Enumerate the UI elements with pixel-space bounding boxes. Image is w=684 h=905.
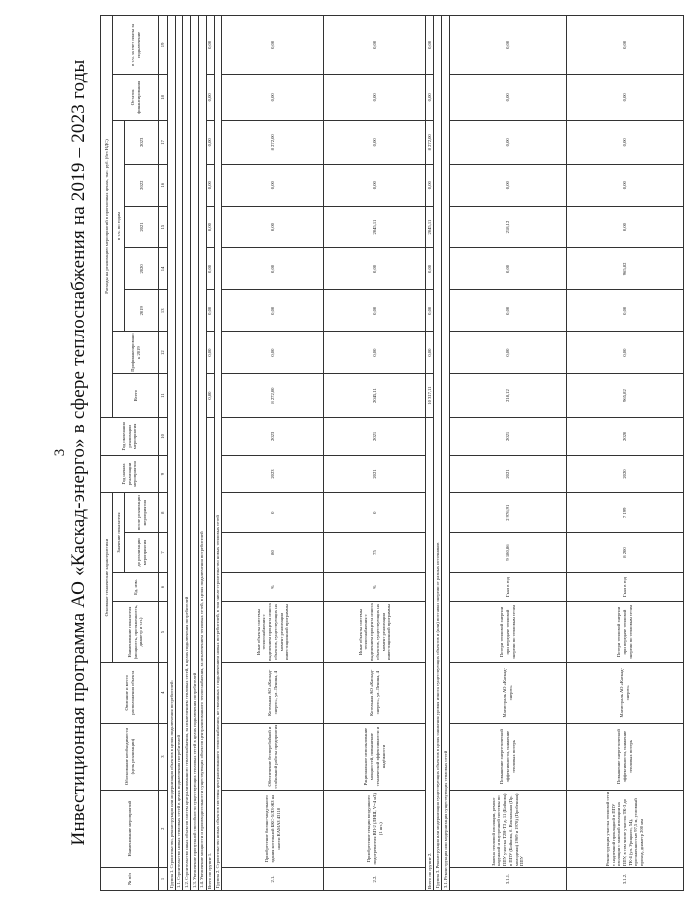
col-number: 16	[159, 164, 168, 206]
col-name-header: Наименование мероприятий	[101, 790, 159, 867]
justification: Повышение энергетической эффективности, снижение тепловых потерь	[449, 723, 566, 790]
total-cell: 10 317,11	[426, 374, 434, 418]
justification: Обеспечение бесперебойной и стабильной работы предприятия	[222, 723, 324, 790]
location: Котельная АО «Каскад-энерго», ул. Ленина, 4	[324, 662, 426, 723]
cost-2022: 0,00	[449, 164, 566, 206]
table-row	[566, 16, 683, 891]
col-number: 14	[159, 248, 168, 290]
cost-2023: 0,00	[449, 120, 566, 164]
col-value-before-header: до реализации мероприятия	[125, 533, 159, 573]
group-1-2-label: 1.2. Строительство иных объектов систем централизованного теплоснабжения, за исключением тепловых сетей, в целях подключения потребителей	[183, 16, 191, 891]
col-year-2019-header: 2019	[125, 290, 159, 332]
remaining: 0,00	[449, 74, 566, 120]
location: Магистраль АО «Каскад-энерго»	[449, 662, 566, 723]
borrowed: 0,00	[324, 16, 426, 75]
cost-2021: 0,00	[222, 206, 324, 248]
cost-2020: 0,00	[324, 248, 426, 290]
year-end: 2023	[222, 418, 324, 456]
group-2-label: Группа 2. Строительство новых объектов системы централизованного теплоснабжения, не связанных с подключением новых потребителей, в том числе строительство новых тепловых сетей	[214, 16, 222, 891]
year-end: 2021	[449, 418, 566, 456]
row-number: 3.1.2.	[566, 867, 683, 890]
cost-2023: 0,00	[566, 120, 683, 164]
group-row	[214, 16, 222, 891]
total-cell: 0,00	[206, 290, 214, 332]
year-start: 2021	[324, 455, 426, 493]
measure-name: Приобретение блочно-модульного здания котельной БКС-5/ЛЗ-ЖЗ на шасси КАМАЗ 43118	[222, 790, 324, 867]
unit: %	[222, 572, 324, 601]
cost-2023: 8 272,00	[222, 120, 324, 164]
total-cell: 0,00	[426, 16, 434, 75]
value-after: 2 976,91	[449, 493, 566, 533]
col-total-header: Всего	[113, 374, 159, 418]
cost-2023: 0,00	[324, 120, 426, 164]
financed: 0,00	[449, 332, 566, 374]
cost-2021: 218,12	[449, 206, 566, 248]
financed: 0,00	[566, 332, 683, 374]
total-cell: 0,00	[206, 248, 214, 290]
col-remaining-header: Остаток финансирования	[113, 74, 159, 120]
value-after: 7 199	[566, 493, 683, 533]
value-group-header: Значение показателя	[113, 493, 125, 573]
col-justification-header: Обоснование необходимости (цель реализации)	[101, 723, 159, 790]
total-cell: 0,00	[426, 332, 434, 374]
cost-2022: 0,00	[566, 164, 683, 206]
group-row	[434, 16, 442, 891]
row-number: 2.2.	[324, 867, 426, 890]
col-number: 1	[159, 867, 168, 890]
cost-2022: 0,00	[222, 164, 324, 206]
year-end: 2021	[324, 418, 426, 456]
unit: %	[324, 572, 426, 601]
table-row	[449, 16, 566, 891]
row-number: 2.1.	[222, 867, 324, 890]
col-year-start-header: Год начала реализации мероприятия	[101, 455, 159, 493]
col-number: 3	[159, 723, 168, 790]
borrowed: 0,00	[222, 16, 324, 75]
table-row	[324, 16, 426, 891]
total-cell: 0,00	[426, 164, 434, 206]
unit: Гкал в год	[566, 572, 683, 601]
unit: Гкал в год	[449, 572, 566, 601]
justification: Рациональное использование мощностей, повышение технической эффективности и надёжности	[324, 723, 426, 790]
borrowed: 0,00	[566, 16, 683, 75]
group-1-4-label: 1.4. Увеличение мощности и производительности существующих объектов централизованного теплоснабжения, за исключением тепловых сетей, в целях подключения потребителей	[198, 16, 206, 891]
measure-name: Реконструкция участка тепловой сети с надземной прокладкой в ППУ изоляции с заменой изоляции на ППУ, в том числе участок ТК-3 до ТК-4 (ул. Урицкого, 54), протяженностью 97,5 м, условный проход, диаметр 200 мм	[566, 790, 683, 867]
year-start: 2020	[566, 455, 683, 493]
total-cell: 0,00	[206, 16, 214, 75]
col-location-header: Описание и место расположения объекта	[101, 662, 159, 723]
measure-name: Замена тепловой изоляции, ремонт наружной и внутренней системы по ППУ участка Т2Н-Т3 д. 11 (Бойкова) в ППУ (Бойкова, б. Вокзальная (Пр. молодежи) 1969 и 1978) (Пробенная) ППУ	[449, 790, 566, 867]
col-value-after-header: после реализации мероприятия	[125, 493, 159, 533]
col-borrowed-header: в т.ч. за счет платы за подключение	[113, 16, 159, 75]
group-3-label: Группа 3. Реконструкция или модернизация существующих объектов в целях снижения уровня износа существующих объектов и (или) поставки энергии от разных источников	[434, 16, 442, 891]
cost-2022: 0,00	[324, 164, 426, 206]
group-1-3-label: 1.3. Увеличение пропускной способности существующих тепловых сетей в целях подключения потребителей	[191, 16, 199, 891]
col-financed-header: Профинансировано к 2019	[113, 332, 159, 374]
value-after: 0	[222, 493, 324, 533]
cost-2019: 0,00	[449, 290, 566, 332]
location: Магистраль АО «Каскад-энерго»	[566, 662, 683, 723]
header-row-1	[101, 16, 113, 891]
group-row	[191, 16, 199, 891]
page-number: 3	[52, 448, 68, 457]
financed: 0,00	[222, 332, 324, 374]
value-before: 75	[324, 533, 426, 573]
cost-total: 2045,11	[324, 374, 426, 418]
cost-2019: 0,00	[222, 290, 324, 332]
costs-group-header: Расходы на реализацию мероприятий в прогнозных ценах, тыс. руб. (без НДС)	[101, 16, 113, 418]
col-number: 13	[159, 290, 168, 332]
group-1-label: Группа 1. Строительство, реконструкция или модернизация объектов в целях подключения потребителей:	[168, 16, 176, 891]
col-number: 4	[159, 662, 168, 723]
cost-total: 218,12	[449, 374, 566, 418]
col-year-2020-header: 2020	[125, 248, 159, 290]
group-2-total-row	[426, 16, 434, 891]
col-year-2023-header: 2023	[125, 120, 159, 164]
column-number-row	[159, 16, 168, 891]
indicator: Иные объекты системы теплоснабжения с выделением процента износа объектов, существующих на момент реализации инвестиционной программы	[222, 602, 324, 663]
col-number: 17	[159, 120, 168, 164]
total-cell: 0,00	[206, 164, 214, 206]
year-start: 2023	[222, 455, 324, 493]
col-number: 6	[159, 572, 168, 601]
total-cell: 0,00	[206, 120, 214, 164]
row-number: 3.1.1.	[449, 867, 566, 890]
remaining: 0,00	[566, 74, 683, 120]
total-cell: 0,00	[206, 206, 214, 248]
col-unit-header: Ед. изм.	[113, 572, 159, 601]
group-row	[442, 16, 450, 891]
cost-total: 8 272,00	[222, 374, 324, 418]
financed: 0,00	[324, 332, 426, 374]
col-year-end-header: Год окончания реализации мероприятия	[101, 418, 159, 456]
measure-name: Приобретение секции воздушного подогревателя ВП-2 (ЛНШ, V=4 м3) (1 шт.)	[324, 790, 426, 867]
group-row	[175, 16, 183, 891]
cost-2020: 0,00	[222, 248, 324, 290]
col-year-2021-header: 2021	[125, 206, 159, 248]
col-number: 15	[159, 206, 168, 248]
col-number: 11	[159, 374, 168, 418]
col-no-header: № п/п	[101, 867, 159, 890]
col-number: 5	[159, 602, 168, 663]
total-cell: 0,00	[206, 332, 214, 374]
col-number: 2	[159, 790, 168, 867]
col-number: 8	[159, 493, 168, 533]
group-row	[168, 16, 176, 891]
cost-2019: 0,00	[566, 290, 683, 332]
indicator: Потери тепловой энергии при передаче тепловой энергии по тепловым сетям	[449, 602, 566, 663]
indicator: Потери тепловой энергии при передаче тепловой энергии по тепловым сетям	[566, 602, 683, 663]
remaining: 0,00	[222, 74, 324, 120]
group-row	[183, 16, 191, 891]
document-title: Инвестиционная программа АО «Каскад-энерго» в сфере теплоснабжения на 2019 – 2023 годы	[68, 59, 89, 846]
year-start: 2021	[449, 455, 566, 493]
cost-2020: 965,82	[566, 248, 683, 290]
col-number: 18	[159, 74, 168, 120]
total-cell: 0,00	[206, 374, 214, 418]
cost-2020: 0,00	[449, 248, 566, 290]
total-cell: 0,00	[426, 290, 434, 332]
group-1-total-row	[206, 16, 214, 891]
col-number: 10	[159, 418, 168, 456]
value-before: 80	[222, 533, 324, 573]
total-cell: 8 272,00	[426, 120, 434, 164]
tech-group-header: Основные технические характеристики	[101, 493, 113, 663]
justification: Повышение энергетической эффективности, снижение тепловых потерь	[566, 723, 683, 790]
value-before: 9 180,86	[449, 533, 566, 573]
total-cell: 0,00	[426, 74, 434, 120]
cost-2021: 2045,11	[324, 206, 426, 248]
cost-2019: 0,00	[324, 290, 426, 332]
cost-total: 965,82	[566, 374, 683, 418]
col-number: 9	[159, 455, 168, 493]
year-end: 2020	[566, 418, 683, 456]
location: Котельная АО «Каскад-энерго», ул. Ленина, 4	[222, 662, 324, 723]
value-before: 8 200	[566, 533, 683, 573]
col-year-2022-header: 2022	[125, 164, 159, 206]
remaining: 0,00	[324, 74, 426, 120]
by-years-header: в т.ч. по годам	[113, 120, 125, 331]
borrowed: 0,00	[449, 16, 566, 75]
total-cell: 0,00	[426, 248, 434, 290]
group-1-1-label: 1.1. Строительство новых тепловых сетей в целях подключения потребителей	[175, 16, 183, 891]
col-number: 7	[159, 533, 168, 573]
group-3-1-label: 3.1. Реконструкция или модернизация существующих тепловых сетей	[442, 16, 450, 891]
indicator: Иные объекты системы теплоснабжения с выделением процента износа объектов, существующих на момент реализации инвестиционной программы	[324, 602, 426, 663]
col-number: 19	[159, 16, 168, 75]
investment-program-table	[100, 15, 684, 891]
group-row	[198, 16, 206, 891]
group-1-total-label: Всего по группе 1.	[206, 418, 214, 891]
col-indicator-header: Наименование показателя (мощность, протяженность, диаметр и т.п.)	[113, 602, 159, 663]
cost-2021: 0,00	[566, 206, 683, 248]
total-cell: 2045,11	[426, 206, 434, 248]
col-number: 12	[159, 332, 168, 374]
table-row	[222, 16, 324, 891]
total-cell: 0,00	[206, 74, 214, 120]
value-after: 0	[324, 493, 426, 533]
group-2-total-label: Всего по группе 2.	[426, 418, 434, 891]
